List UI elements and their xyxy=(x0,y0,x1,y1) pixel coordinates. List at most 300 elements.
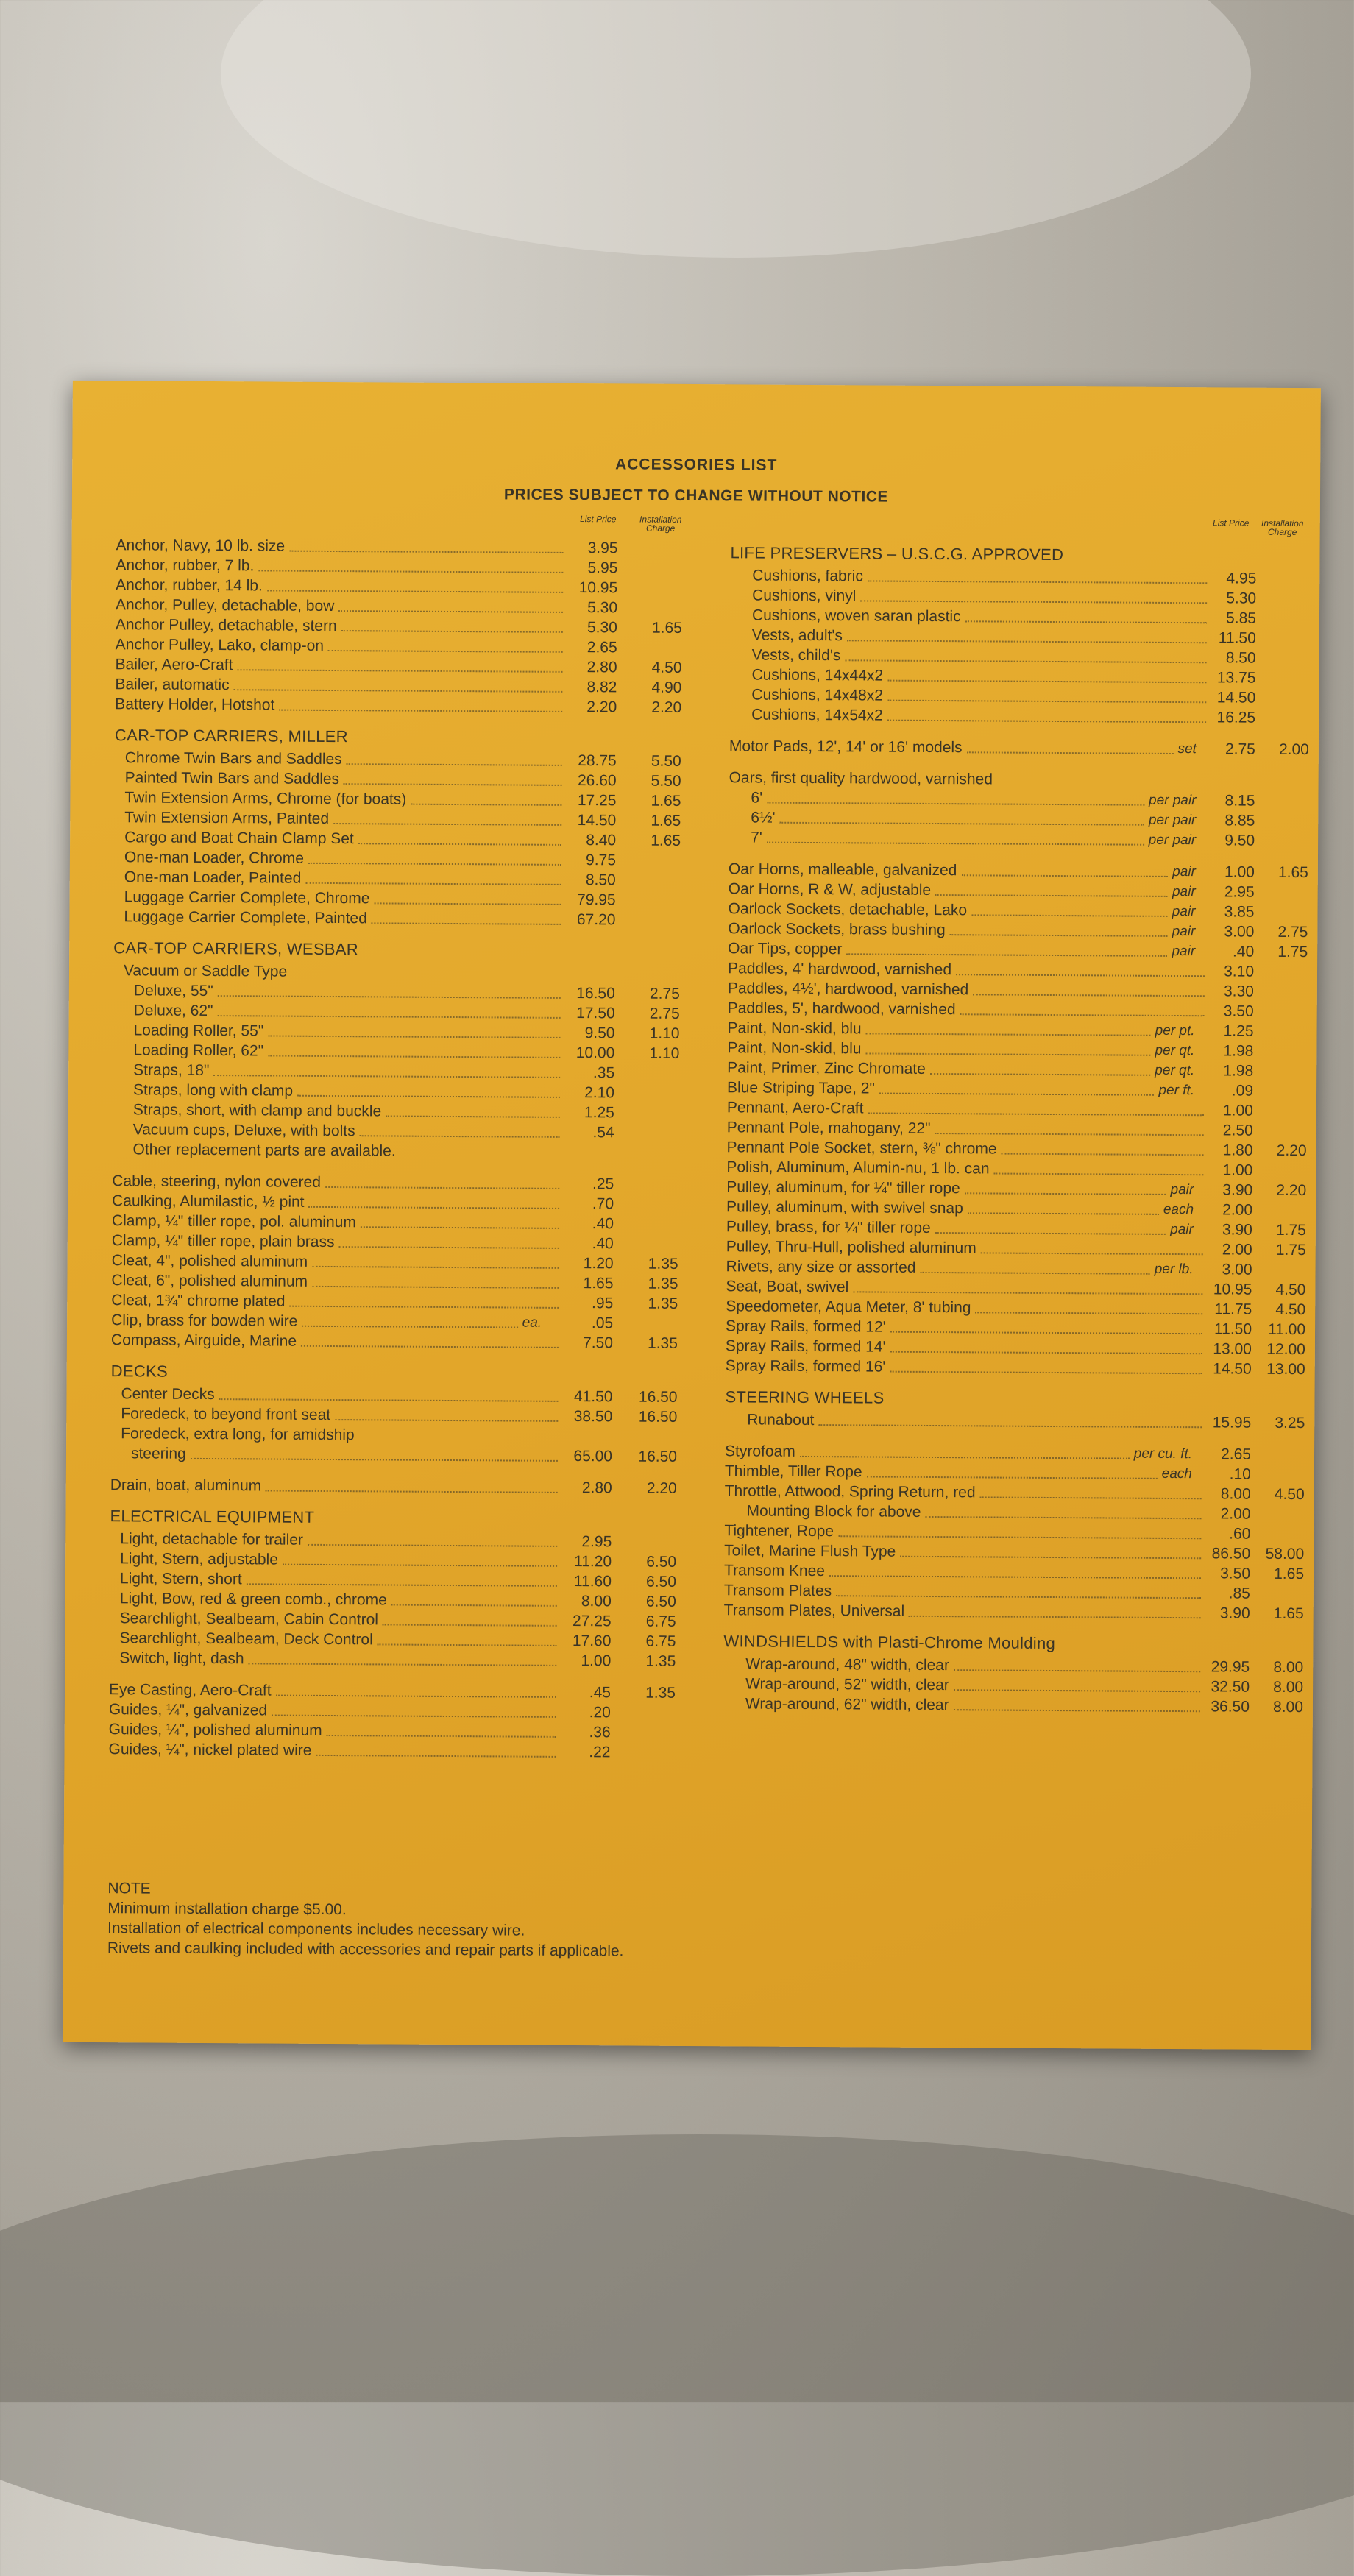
leader-dots xyxy=(960,1013,1205,1016)
installation-charge: 6.50 xyxy=(625,1551,676,1571)
installation-charge: 1.35 xyxy=(626,1333,678,1353)
item-label: Oar Horns, R & W, adjustable xyxy=(729,879,932,900)
price-section xyxy=(109,1507,691,1671)
list-price: 2.95 xyxy=(1199,882,1255,902)
installation-charge: 58.00 xyxy=(1254,1544,1304,1564)
price-row xyxy=(112,1139,693,1163)
item-label: Cleat, 4", polished aluminum xyxy=(112,1250,308,1272)
list-price: 1.25 xyxy=(1198,1021,1253,1041)
list-price: 13.75 xyxy=(1200,668,1255,687)
item-label: Clamp, ¼" tiller rope, plain brass xyxy=(112,1231,335,1252)
list-price: 1.00 xyxy=(1199,862,1255,882)
item-label: Straps, short, with clamp and buckle xyxy=(133,1100,381,1121)
leader-dots xyxy=(993,1173,1203,1176)
list-price: 67.20 xyxy=(555,910,615,930)
list-price: 3.95 xyxy=(557,538,617,559)
list-price: .40 xyxy=(1199,941,1254,961)
leader-dots xyxy=(279,710,562,712)
item-label: Toilet, Marine Flush Type xyxy=(724,1540,896,1561)
leader-dots xyxy=(887,720,1206,723)
item-label: Searchlight, Sealbeam, Cabin Control xyxy=(120,1608,379,1630)
item-label: Vacuum cups, Deluxe, with bolts xyxy=(133,1119,355,1141)
installation-charge: 5.50 xyxy=(630,771,681,790)
list-price: 1.00 xyxy=(1197,1160,1252,1180)
price-section xyxy=(111,1171,693,1354)
item-label: Center Decks xyxy=(121,1384,214,1404)
list-price: 1.00 xyxy=(550,1651,611,1671)
price-section xyxy=(113,726,696,930)
price-section xyxy=(729,736,1296,760)
installation-charge: 6.75 xyxy=(624,1631,676,1651)
leader-dots xyxy=(954,1689,1200,1692)
note-line: Minimum installation charge $5.00. xyxy=(107,1898,1211,1925)
list-price: 13.00 xyxy=(1197,1339,1252,1359)
item-unit: per pair xyxy=(1149,790,1197,810)
leader-dots xyxy=(973,994,1205,997)
item-label: Wrap-around, 62" width, clear xyxy=(745,1694,949,1715)
list-price: 2.65 xyxy=(1196,1444,1251,1464)
leader-dots xyxy=(308,1544,557,1547)
list-price: 2.80 xyxy=(556,657,617,678)
item-label: Paint, Non-skid, blu xyxy=(727,1038,861,1058)
list-price: 29.95 xyxy=(1194,1657,1250,1677)
leader-dots xyxy=(925,1516,1201,1519)
list-price: 14.50 xyxy=(556,810,616,831)
price-section xyxy=(724,1441,1291,1624)
list-price: .45 xyxy=(550,1682,611,1703)
left-column-body xyxy=(108,535,697,1763)
leader-dots xyxy=(860,600,1207,604)
item-label: Anchor, rubber, 14 lb. xyxy=(116,575,263,595)
item-label: Wrap-around, 48" width, clear xyxy=(745,1654,949,1675)
price-sheet xyxy=(63,381,1321,2050)
item-label: Straps, long with clamp xyxy=(133,1080,293,1100)
item-unit: pair xyxy=(1172,862,1196,882)
price-section xyxy=(115,535,697,718)
item-label: Battery Holder, Hotshot xyxy=(115,694,274,715)
list-price: 8.50 xyxy=(556,870,616,891)
leader-dots xyxy=(347,763,562,766)
installation-charge: 6.75 xyxy=(625,1611,676,1631)
item-unit: per qt. xyxy=(1155,1041,1194,1061)
list-price: 7.50 xyxy=(553,1333,613,1354)
list-price: 17.60 xyxy=(550,1631,611,1652)
list-price: 8.50 xyxy=(1201,648,1256,668)
item-unit: each xyxy=(1162,1464,1192,1484)
installation-charge: 1.10 xyxy=(628,1023,679,1043)
item-label: Bailer, Aero-Craft xyxy=(115,654,233,675)
item-label: Switch, light, dash xyxy=(119,1648,244,1669)
list-price: 1.80 xyxy=(1197,1140,1252,1160)
item-label: Deluxe, 55" xyxy=(134,980,213,1001)
leader-dots xyxy=(219,1398,558,1402)
leader-dots xyxy=(962,874,1168,877)
leader-dots xyxy=(268,1035,560,1038)
leader-dots xyxy=(308,1206,559,1209)
list-price: 3.10 xyxy=(1199,961,1254,981)
item-label: Cushions, woven saran plastic xyxy=(752,605,961,626)
leader-dots xyxy=(316,1755,556,1758)
list-price: .54 xyxy=(554,1122,614,1143)
price-row xyxy=(113,907,695,930)
item-label: Painted Twin Bars and Saddles xyxy=(125,768,340,789)
item-label: Pulley, brass, for ¼" tiller rope xyxy=(726,1217,931,1238)
item-label: Twin Extension Arms, Painted xyxy=(124,807,329,829)
item-label: Luggage Carrier Complete, Painted xyxy=(124,907,367,928)
price-section xyxy=(729,543,1297,728)
leader-dots xyxy=(868,580,1207,584)
list-price: 2.00 xyxy=(1197,1200,1252,1220)
installation-charge: 1.35 xyxy=(627,1253,678,1273)
leader-dots xyxy=(971,914,1167,917)
leader-dots xyxy=(333,823,561,826)
item-unit: per pair xyxy=(1149,830,1197,850)
item-label: Pennant Pole, mahogany, 22" xyxy=(727,1117,931,1139)
list-price: 4.95 xyxy=(1201,568,1256,588)
installation-charge: 6.50 xyxy=(625,1571,676,1591)
list-price xyxy=(555,963,615,964)
item-label: Cable, steering, nylon covered xyxy=(112,1171,321,1192)
installation-charge: 2.20 xyxy=(1256,1181,1306,1200)
item-label: Twin Extension Arms, Chrome (for boats) xyxy=(124,788,406,809)
leader-dots xyxy=(238,669,563,673)
list-price: 16.50 xyxy=(555,983,615,1004)
item-unit: set xyxy=(1177,739,1197,759)
item-label: Cushions, 14x48x2 xyxy=(751,684,883,705)
item-label: Light, Stern, short xyxy=(120,1568,242,1589)
item-label: Vests, child's xyxy=(752,645,841,665)
price-section xyxy=(723,1632,1291,1717)
leader-dots xyxy=(1002,1153,1204,1156)
list-price: 1.25 xyxy=(554,1103,614,1123)
list-price: 38.50 xyxy=(552,1406,612,1427)
item-label: Vacuum or Saddle Type xyxy=(124,960,287,981)
installation-charge: 3.25 xyxy=(1255,1413,1305,1433)
installation-charge: 1.35 xyxy=(626,1273,678,1293)
installation-charge: 13.00 xyxy=(1255,1359,1305,1379)
installation-charge: 16.50 xyxy=(625,1446,677,1466)
price-row xyxy=(723,1694,1290,1717)
note-line: Rivets and caulking included with accessories and repair parts if applicable. xyxy=(107,1938,1211,1964)
item-label: Cushions, fabric xyxy=(752,565,863,586)
item-label: Mounting Block for above xyxy=(746,1501,921,1521)
list-price: 32.50 xyxy=(1194,1677,1250,1696)
installation-charge-header: Installation Charge xyxy=(631,514,690,532)
item-label: Cleat, 6", polished aluminum xyxy=(111,1270,308,1292)
list-price: 10.95 xyxy=(557,578,617,598)
installation-charge: 11.00 xyxy=(1255,1320,1305,1340)
leader-dots xyxy=(935,1133,1204,1136)
leader-dots xyxy=(818,1424,1202,1428)
list-price: 3.50 xyxy=(1199,1001,1254,1021)
leader-dots xyxy=(266,1490,558,1493)
item-label: Oar Tips, copper xyxy=(728,938,842,959)
section-heading: ELECTRICAL EQUIPMENT xyxy=(110,1507,691,1529)
installation-charge: 8.00 xyxy=(1253,1677,1303,1697)
leader-dots xyxy=(247,1583,557,1587)
installation-charge: 4.50 xyxy=(1255,1280,1305,1300)
item-label: Oars, first quality hardwood, varnished xyxy=(729,768,993,789)
leader-dots xyxy=(289,1306,559,1309)
cloth-fold-shadow xyxy=(0,2134,1354,2576)
item-label: Rivets, any size or assorted xyxy=(726,1256,915,1278)
item-unit: pair xyxy=(1172,882,1196,902)
left-column xyxy=(108,506,697,1774)
item-label: Paint, Non-skid, blu xyxy=(727,1018,861,1038)
list-price: .09 xyxy=(1198,1080,1253,1100)
leader-dots xyxy=(846,953,1167,957)
item-label: Thimble, Tiller Rope xyxy=(725,1461,862,1482)
leader-dots xyxy=(377,1643,556,1646)
leader-dots xyxy=(371,922,561,925)
list-price: 26.60 xyxy=(556,771,617,791)
item-label: Pulley, Thru-Hull, polished aluminum xyxy=(726,1236,976,1258)
leader-dots xyxy=(375,902,561,905)
leader-dots xyxy=(909,1616,1201,1618)
section-heading: DECKS xyxy=(111,1362,692,1384)
item-label: Paddles, 4½', hardwood, varnished xyxy=(728,978,969,999)
leader-dots xyxy=(218,1015,561,1019)
leader-dots xyxy=(767,802,1144,806)
item-label: Luggage Carrier Complete, Chrome xyxy=(124,887,370,908)
list-price: .40 xyxy=(553,1234,614,1254)
leader-dots xyxy=(846,659,1207,663)
leader-dots xyxy=(853,1291,1202,1295)
leader-dots xyxy=(386,1115,560,1117)
list-price: 9.75 xyxy=(556,850,616,871)
installation-charge: 1.75 xyxy=(1256,1240,1306,1260)
item-label: Runabout xyxy=(747,1409,814,1430)
list-price: 3.90 xyxy=(1197,1220,1252,1239)
item-unit: per pt. xyxy=(1155,1021,1195,1041)
leader-dots xyxy=(258,570,563,573)
leader-dots xyxy=(297,1095,560,1098)
item-unit: ea. xyxy=(522,1313,542,1333)
list-price: 3.85 xyxy=(1199,902,1254,921)
item-label: Oarlock Sockets, brass bushing xyxy=(728,919,945,940)
installation-charge: 1.75 xyxy=(1258,942,1308,962)
item-label: Polish, Aluminum, Alumin-nu, 1 lb. can xyxy=(726,1157,989,1178)
list-price-header: List Price xyxy=(576,514,620,523)
list-price: 3.00 xyxy=(1197,1259,1252,1279)
installation-charge: 1.35 xyxy=(624,1651,676,1671)
list-price: 2.75 xyxy=(1200,739,1255,759)
list-price: .20 xyxy=(550,1702,611,1723)
leader-dots xyxy=(289,551,563,553)
item-label: Other replacement parts are available. xyxy=(132,1139,395,1161)
price-row xyxy=(729,827,1295,851)
item-unit: pair xyxy=(1172,921,1196,941)
item-label: Pulley, aluminum, with swivel snap xyxy=(726,1197,963,1218)
leader-dots xyxy=(268,1055,560,1058)
price-section xyxy=(726,859,1295,1379)
item-label: Cargo and Boat Chain Clamp Set xyxy=(124,827,354,849)
item-label: 6' xyxy=(751,788,762,807)
item-unit: per pair xyxy=(1149,810,1197,830)
leader-dots xyxy=(954,1669,1200,1672)
installation-charge: 1.10 xyxy=(628,1043,679,1063)
leader-dots xyxy=(838,1535,1201,1539)
item-unit: per lb. xyxy=(1155,1259,1194,1279)
leader-dots xyxy=(308,863,561,866)
item-label: Anchor Pulley, Lako, clamp-on xyxy=(116,634,324,656)
section-heading: CAR-TOP CARRIERS, MILLER xyxy=(115,726,696,749)
list-price: 1.65 xyxy=(553,1273,613,1294)
item-label: Styrofoam xyxy=(725,1441,795,1462)
installation-charge: 2.00 xyxy=(1259,740,1309,760)
leader-dots xyxy=(341,630,563,633)
installation-charge: 6.50 xyxy=(625,1591,676,1611)
item-label: Spray Rails, formed 14' xyxy=(726,1336,886,1356)
item-label: Transom Plates, Universal xyxy=(724,1600,905,1621)
leader-dots xyxy=(887,700,1206,704)
installation-charge: 5.50 xyxy=(630,751,681,771)
price-row xyxy=(729,704,1296,728)
list-price xyxy=(552,1426,612,1427)
leader-dots xyxy=(391,1604,557,1607)
item-label: Spray Rails, formed 16' xyxy=(726,1356,886,1376)
item-label: Guides, ¼", nickel plated wire xyxy=(108,1739,311,1761)
item-label: Anchor, Pulley, detachable, bow xyxy=(116,595,334,616)
price-row xyxy=(111,1330,692,1354)
installation-charge: 16.50 xyxy=(625,1406,677,1426)
list-price: 65.00 xyxy=(552,1446,612,1467)
price-section xyxy=(108,1680,690,1763)
page-title: ACCESSORIES LIST xyxy=(72,453,1320,478)
item-label: Eye Casting, Aero-Craft xyxy=(109,1680,272,1700)
list-price: 1.98 xyxy=(1198,1061,1253,1080)
leader-dots xyxy=(890,1331,1202,1335)
item-label: Speedometer, Aqua Meter, 8' tubing xyxy=(726,1296,971,1317)
installation-charge: 8.00 xyxy=(1253,1657,1303,1677)
item-label: Anchor, rubber, 7 lb. xyxy=(116,555,254,576)
list-price: 2.10 xyxy=(554,1083,614,1103)
list-price: 27.25 xyxy=(551,1611,612,1632)
item-label: Searchlight, Sealbeam, Deck Control xyxy=(119,1628,373,1649)
price-row xyxy=(110,1475,692,1498)
item-label: Caulking, Alumilastic, ½ pint xyxy=(112,1191,305,1212)
list-price: .85 xyxy=(1195,1583,1250,1603)
list-price: 17.50 xyxy=(555,1003,615,1024)
item-label: One-man Loader, Painted xyxy=(124,867,302,888)
leader-dots xyxy=(360,1135,560,1138)
list-price: 10.95 xyxy=(1197,1279,1252,1299)
installation-charge: 2.20 xyxy=(630,697,681,717)
leader-dots xyxy=(879,1093,1154,1096)
list-price: 3.00 xyxy=(1199,921,1254,941)
price-section xyxy=(725,1387,1291,1433)
leader-dots xyxy=(836,1595,1201,1599)
leader-dots xyxy=(968,1212,1159,1215)
installation-charge: 2.20 xyxy=(1256,1141,1306,1161)
installation-charge: 1.65 xyxy=(1258,863,1308,882)
installation-charge: 1.65 xyxy=(629,830,681,850)
leader-dots xyxy=(411,804,561,806)
list-price: 36.50 xyxy=(1194,1696,1250,1716)
list-price: .35 xyxy=(554,1063,614,1083)
price-row xyxy=(108,1739,690,1763)
right-column-body xyxy=(723,543,1297,1717)
leader-dots xyxy=(338,610,563,613)
list-price: 2.65 xyxy=(557,637,617,658)
section-heading: CAR-TOP CARRIERS, WESBAR xyxy=(113,938,695,961)
list-price: 79.95 xyxy=(556,890,616,910)
leader-dots xyxy=(267,590,563,592)
section-heading: WINDSHIELDS with Plasti-Chrome Moulding xyxy=(723,1632,1290,1655)
leader-dots xyxy=(779,822,1144,826)
leader-dots xyxy=(191,1458,558,1462)
item-label: Wrap-around, 52" width, clear xyxy=(745,1674,949,1695)
item-label: Clamp, ¼" tiller rope, pol. aluminum xyxy=(112,1211,356,1232)
price-row xyxy=(724,1600,1291,1624)
item-label: Light, detachable for trailer xyxy=(120,1529,303,1550)
leader-dots xyxy=(248,1663,556,1666)
list-price: 11.60 xyxy=(551,1571,612,1592)
item-unit: pair xyxy=(1170,1220,1194,1239)
item-label: Cushions, 14x54x2 xyxy=(751,704,883,725)
list-price: 8.00 xyxy=(551,1591,612,1612)
installation-charge: 2.75 xyxy=(628,1003,680,1023)
list-price: .25 xyxy=(553,1174,614,1195)
list-price: 9.50 xyxy=(554,1023,614,1044)
installation-charge: 1.35 xyxy=(626,1293,678,1313)
installation-charge: 4.90 xyxy=(630,677,681,697)
list-price: 14.50 xyxy=(1200,687,1255,707)
installation-charge: 2.75 xyxy=(1258,922,1308,942)
leader-dots xyxy=(283,1564,557,1567)
leader-dots xyxy=(965,620,1207,623)
list-price: .40 xyxy=(553,1214,614,1234)
list-price: 14.50 xyxy=(1197,1359,1252,1379)
list-price: 2.95 xyxy=(551,1532,612,1552)
list-price: 3.50 xyxy=(1195,1563,1250,1583)
installation-charge: 1.35 xyxy=(624,1682,676,1702)
installation-charge-header: Installation Charge xyxy=(1257,519,1308,537)
list-price-header: List Price xyxy=(1213,518,1250,527)
leader-dots xyxy=(218,995,561,999)
note-line: Installation of electrical components includes necessary wire. xyxy=(107,1918,1211,1945)
item-label: Tightener, Rope xyxy=(724,1521,834,1541)
list-price: 8.82 xyxy=(556,677,617,698)
item-label: Guides, ¼", polished aluminum xyxy=(109,1719,322,1741)
item-unit: pair xyxy=(1170,1180,1194,1200)
item-unit: per qt. xyxy=(1155,1061,1194,1080)
list-price: 28.75 xyxy=(556,751,617,771)
installation-charge: 8.00 xyxy=(1253,1697,1303,1717)
list-price: .36 xyxy=(550,1722,611,1743)
leader-dots xyxy=(867,1476,1158,1479)
item-label: Deluxe, 62" xyxy=(134,1000,213,1021)
leader-dots xyxy=(935,1232,1166,1235)
item-label: Light, Stern, adjustable xyxy=(120,1549,278,1569)
item-label: Cushions, 14x44x2 xyxy=(751,665,883,685)
item-label: Anchor, Navy, 10 lb. size xyxy=(116,535,285,556)
leader-dots xyxy=(900,1556,1201,1559)
installation-charge: 4.50 xyxy=(1255,1300,1305,1320)
leader-dots xyxy=(954,1709,1200,1712)
item-label: Clip, brass for bowden wire xyxy=(111,1310,297,1331)
installation-charge: 1.65 xyxy=(629,790,681,810)
item-label: Chrome Twin Bars and Saddles xyxy=(125,748,342,769)
leader-dots xyxy=(339,1246,559,1249)
installation-charge: 12.00 xyxy=(1255,1340,1305,1359)
installation-charge: 2.20 xyxy=(625,1478,677,1498)
leader-dots xyxy=(935,894,1168,897)
item-label: Straps, 18" xyxy=(133,1060,209,1080)
leader-dots xyxy=(866,1033,1151,1036)
item-label: Seat, Boat, swivel xyxy=(726,1276,848,1297)
item-label: Motor Pads, 12', 14' or 16' models xyxy=(729,736,963,757)
